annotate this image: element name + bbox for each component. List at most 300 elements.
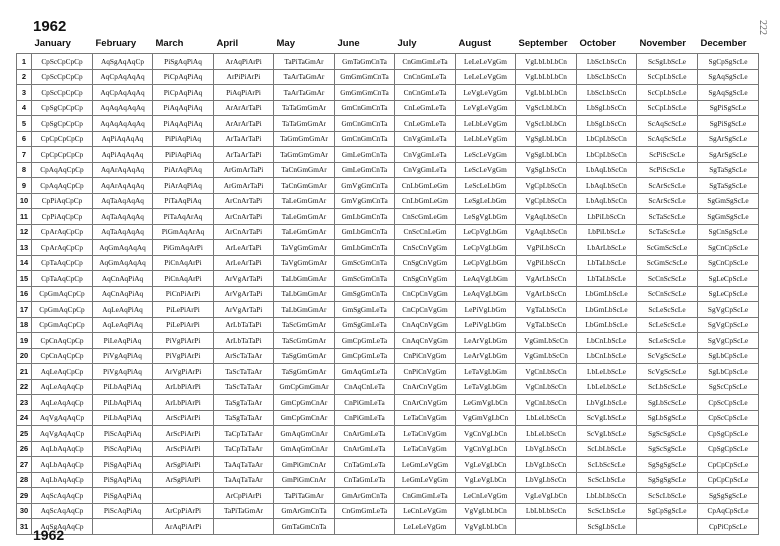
- table-cell: TaVgGmGmAr: [274, 240, 335, 256]
- day-number: 6: [17, 131, 32, 147]
- table-cell: PiLbAqPiAq: [93, 410, 153, 426]
- table-cell: CpScCpScLe: [698, 395, 759, 411]
- table-cell: ArArArTaPi: [214, 100, 274, 116]
- table-cell: AqLeAqAqCp: [32, 395, 93, 411]
- table-cell: VgGmLbScCn: [516, 333, 577, 349]
- table-cell: VgArLbScCn: [516, 286, 577, 302]
- table-cell: LbAqLbScCn: [577, 178, 637, 194]
- table-cell: TaLeGmGmAr: [274, 224, 335, 240]
- table-cell: CnAqCnVgGm: [395, 317, 456, 333]
- table-cell: LeCnLeVgGm: [395, 503, 456, 519]
- table-cell: TaSgGmGmAr: [274, 364, 335, 380]
- table-cell: CpPiAqCpCp: [32, 209, 93, 225]
- table-cell: SgScSgScLe: [637, 426, 698, 442]
- table-cell: GmCnGmCnTa: [335, 131, 395, 147]
- table-cell: AqScAqAqCp: [32, 503, 93, 519]
- table-cell: GmAqGmCnAr: [274, 426, 335, 442]
- day-number: 29: [17, 488, 32, 504]
- table-cell: ArSgPiArPi: [153, 457, 214, 473]
- table-cell: CnPiGmLeTa: [335, 410, 395, 426]
- table-cell: LbGmLbScLe: [577, 317, 637, 333]
- table-cell: AqPiAqAqAq: [93, 147, 153, 163]
- table-cell: ArLeArTaPi: [214, 255, 274, 271]
- table-cell: CnArCnVgGm: [395, 379, 456, 395]
- table-cell: AqGmAqAqAq: [93, 255, 153, 271]
- table-cell: TaPiTaGmAr: [274, 54, 335, 70]
- table-cell: CnGmGmLeTa: [335, 503, 395, 519]
- table-cell: TaVgGmGmAr: [274, 255, 335, 271]
- table-cell: TaSgTaTaAr: [214, 410, 274, 426]
- table-cell: LbScLbScCn: [577, 85, 637, 101]
- table-row: [17, 488, 759, 504]
- table-cell: LeGmLeVgGm: [395, 472, 456, 488]
- table-cell: CpPiCpScLe: [698, 519, 759, 535]
- day-number: 13: [17, 240, 32, 256]
- table-cell: VgSgLbScCn: [516, 162, 577, 178]
- table-cell: VgPiLbScCn: [516, 255, 577, 271]
- table-cell: [335, 519, 395, 535]
- table-cell: ArScPiArPi: [153, 410, 214, 426]
- table-cell: ArVgArTaPi: [214, 271, 274, 287]
- table-cell: TaGmGmGmAr: [274, 131, 335, 147]
- table-cell: CnCnGmLeTa: [395, 85, 456, 101]
- table-cell: PiLePiArPi: [153, 302, 214, 318]
- table-cell: TaCnGmGmAr: [274, 178, 335, 194]
- table-cell: CpScCpCpCp: [32, 54, 93, 70]
- table-cell: LeScLeVgGm: [456, 147, 516, 163]
- day-number: 19: [17, 333, 32, 349]
- table-cell: ScGmScScLe: [637, 255, 698, 271]
- table-row: [17, 178, 759, 194]
- month-header-may: May: [276, 37, 295, 49]
- table-cell: CpScCpCpCp: [32, 69, 93, 85]
- month-header-row: [17, 36, 759, 54]
- table-row: [17, 364, 759, 380]
- table-row: [17, 224, 759, 240]
- table-cell: TaArTaGmAr: [274, 85, 335, 101]
- table-cell: SgCpSgScLe: [698, 54, 759, 70]
- table-row: [17, 147, 759, 163]
- table-cell: ArArArTaPi: [214, 116, 274, 132]
- table-cell: GmTaGmCnTa: [274, 519, 335, 535]
- table-cell: AqArAqAqAq: [93, 178, 153, 194]
- table-cell: AqLeAqAqCp: [32, 379, 93, 395]
- table-cell: PiLbAqPiAq: [93, 395, 153, 411]
- month-header-november: November: [639, 37, 686, 49]
- table-cell: CpTaAqCpCp: [32, 271, 93, 287]
- table-cell: GmVgGmCnTa: [335, 193, 395, 209]
- table-cell: LbLeLbScLe: [577, 364, 637, 380]
- table-cell: PiScAqPiAq: [93, 503, 153, 519]
- table-row: [17, 348, 759, 364]
- table-cell: ArVgArTaPi: [214, 302, 274, 318]
- table-cell: CpGmAqCpCp: [32, 302, 93, 318]
- table-cell: TaCpTaTaAr: [214, 441, 274, 457]
- table-cell: CnScGmLeGm: [395, 209, 456, 225]
- table-row: [17, 302, 759, 318]
- table-cell: [153, 488, 214, 504]
- table-cell: VgAqLbScCn: [516, 209, 577, 225]
- table-cell: ScVgScScLe: [637, 348, 698, 364]
- table-cell: CnAqCnLeTa: [335, 379, 395, 395]
- day-number: 5: [17, 116, 32, 132]
- table-cell: CpAqAqCpCp: [32, 162, 93, 178]
- table-cell: GmLbGmCnTa: [335, 209, 395, 225]
- table-cell: CpSgCpCpCp: [32, 100, 93, 116]
- table-cell: VgTaLbScCn: [516, 317, 577, 333]
- table-cell: ArCnArTaPi: [214, 193, 274, 209]
- table-cell: PiScAqPiAq: [93, 426, 153, 442]
- table-cell: AqAqAqAqAq: [93, 100, 153, 116]
- table-cell: GmCpGmCnAr: [274, 410, 335, 426]
- table-cell: GmCpGmCnAr: [274, 395, 335, 411]
- table-cell: [516, 519, 577, 535]
- month-header-july: July: [397, 37, 417, 49]
- table-cell: SgVgCpScLe: [698, 317, 759, 333]
- table-cell: VgLeVgLbCn: [456, 472, 516, 488]
- year-heading-top: 1962: [33, 18, 67, 35]
- table-cell: VgScLbLbCn: [516, 116, 577, 132]
- table-cell: AqLeAqPiAq: [93, 317, 153, 333]
- table-cell: LbVgLbScCn: [516, 441, 577, 457]
- day-number: 26: [17, 441, 32, 457]
- table-cell: SgSgSgScLe: [698, 488, 759, 504]
- day-number: 18: [17, 317, 32, 333]
- table-cell: VgSgLbLbCn: [516, 147, 577, 163]
- table-cell: CpSgCpScLe: [698, 441, 759, 457]
- day-number: 23: [17, 395, 32, 411]
- day-number: 22: [17, 379, 32, 395]
- table-cell: TaCpTaTaAr: [214, 426, 274, 442]
- table-cell: LbLbLbScCn: [577, 488, 637, 504]
- table-cell: LeLeLeVgGm: [456, 54, 516, 70]
- table-cell: LeLeLeVgGm: [395, 519, 456, 535]
- table-row: [17, 379, 759, 395]
- day-number: 1: [17, 54, 32, 70]
- day-number: 4: [17, 100, 32, 116]
- table-cell: ArScPiArPi: [153, 441, 214, 457]
- table-cell: ScArScScLe: [637, 193, 698, 209]
- table-cell: AqCnAqPiAq: [93, 286, 153, 302]
- table-cell: VgLbLbLbCn: [516, 69, 577, 85]
- table-cell: CnPiGmLeTa: [335, 395, 395, 411]
- table-cell: CnPiCnVgGm: [395, 364, 456, 380]
- table-cell: TaCnGmGmAr: [274, 162, 335, 178]
- table-cell: TaLbGmGmAr: [274, 302, 335, 318]
- table-cell: AqVgAqAqCp: [32, 426, 93, 442]
- table-cell: VgArLbScCn: [516, 271, 577, 287]
- table-cell: PiVgAqPiAq: [93, 364, 153, 380]
- table-cell: PiVgPiArPi: [153, 333, 214, 349]
- table-cell: CpSgCpScLe: [698, 426, 759, 442]
- table-cell: ArLbTaTaPi: [214, 317, 274, 333]
- table-cell: PiPiAqPiAq: [153, 131, 214, 147]
- table-cell: PiAqAqPiAq: [153, 100, 214, 116]
- table-row: [17, 209, 759, 225]
- table-cell: TaScTaTaAr: [214, 364, 274, 380]
- table-cell: VgGmVgLbCn: [456, 410, 516, 426]
- table-cell: LbScLbScCn: [577, 69, 637, 85]
- table-cell: AqPiAqAqAq: [93, 131, 153, 147]
- table-cell: ArAqPiArPi: [214, 54, 274, 70]
- table-cell: ScAqScScLe: [637, 131, 698, 147]
- table-cell: GmLbGmCnTa: [335, 240, 395, 256]
- table-cell: AqArAqAqAq: [93, 162, 153, 178]
- table-cell: GmSgGmLeTa: [335, 317, 395, 333]
- table-cell: CnArGmLeTa: [335, 441, 395, 457]
- day-number: 10: [17, 193, 32, 209]
- table-cell: LeScLeLbGm: [456, 178, 516, 194]
- table-cell: PiVgAqPiAq: [93, 348, 153, 364]
- table-cell: SgLbCpScLe: [698, 364, 759, 380]
- table-cell: LeAqVgLbGm: [456, 286, 516, 302]
- table-cell: GmCnGmCnTa: [335, 100, 395, 116]
- table-cell: PiGmAqArPi: [153, 240, 214, 256]
- table-cell: SgAqSgScLe: [698, 69, 759, 85]
- table-cell: PiArAqPiAq: [153, 178, 214, 194]
- table-cell: CpAqAqCpCp: [32, 178, 93, 194]
- table-cell: PiSgAqPiAq: [93, 472, 153, 488]
- table-cell: CpArAqCpCp: [32, 224, 93, 240]
- table-cell: SgTaSgScLe: [698, 178, 759, 194]
- table-row: [17, 503, 759, 519]
- table-cell: LeTaVgLbGm: [456, 364, 516, 380]
- table-cell: LbScLbScCn: [577, 54, 637, 70]
- table-cell: AqVgAqAqCp: [32, 410, 93, 426]
- table-row: [17, 472, 759, 488]
- table-cell: LeVgLeVgGm: [456, 85, 516, 101]
- table-cell: LbPiLbScCn: [577, 209, 637, 225]
- table-cell: ScLbLbScLe: [577, 441, 637, 457]
- table-cell: LbVgLbScCn: [516, 472, 577, 488]
- table-cell: SgGmSgScLe: [698, 209, 759, 225]
- table-cell: ArAqPiArPi: [153, 519, 214, 535]
- table-cell: LeLbLeVgGm: [456, 131, 516, 147]
- table-cell: CnScCnLeGm: [395, 224, 456, 240]
- table-row: [17, 286, 759, 302]
- table-cell: CnCnGmLeTa: [395, 69, 456, 85]
- table-row: [17, 410, 759, 426]
- table-row: [17, 395, 759, 411]
- table-cell: CpCpCpScLe: [698, 457, 759, 473]
- table-cell: AqAqAqAqAq: [93, 116, 153, 132]
- table-cell: GmGmGmCnTa: [335, 85, 395, 101]
- table-cell: TaTaGmGmAr: [274, 100, 335, 116]
- table-cell: LeTaVgLbGm: [456, 379, 516, 395]
- table-cell: CnTaGmLeTa: [335, 472, 395, 488]
- table-cell: CpGmAqCpCp: [32, 286, 93, 302]
- table-cell: ScSgLbScLe: [577, 519, 637, 535]
- table-cell: ArLbPiArPi: [153, 379, 214, 395]
- table-cell: ArGmArTaPi: [214, 178, 274, 194]
- table-cell: VgLeVgLbCn: [456, 457, 516, 473]
- table-cell: CnSgCnVgGm: [395, 271, 456, 287]
- table-row: [17, 441, 759, 457]
- table-cell: TaPiTaGmAr: [214, 503, 274, 519]
- table-cell: LeCpVgLbGm: [456, 255, 516, 271]
- table-cell: VgAqLbScCn: [516, 224, 577, 240]
- table-cell: CpCnAqCpCp: [32, 348, 93, 364]
- table-cell: AqSgAqAqCp: [93, 54, 153, 70]
- table-cell: SgLeCpScLe: [698, 271, 759, 287]
- table-cell: CnGmGmLeTa: [395, 488, 456, 504]
- table-cell: VgLbLbLbCn: [516, 85, 577, 101]
- table-cell: VgCpLbScCn: [516, 178, 577, 194]
- table-cell: VgCnVgLbCn: [456, 441, 516, 457]
- table-cell: LbAqLbScCn: [577, 162, 637, 178]
- table-cell: AqScAqAqCp: [32, 488, 93, 504]
- year-heading-bottom: 1962: [33, 527, 65, 543]
- table-cell: CpGmAqCpCp: [32, 317, 93, 333]
- table-cell: SgGmSgScLe: [698, 193, 759, 209]
- table-cell: GmScGmCnTa: [335, 271, 395, 287]
- table-cell: GmPiGmCnAr: [274, 457, 335, 473]
- table-cell: CnLeGmLeTa: [395, 116, 456, 132]
- table-cell: VgPiLbScCn: [516, 240, 577, 256]
- table-cell: ScGmScScLe: [637, 240, 698, 256]
- table-cell: LeVgLeVgGm: [456, 100, 516, 116]
- table-row: [17, 116, 759, 132]
- ephemeris-table: [16, 36, 759, 535]
- table-cell: VgScLbLbCn: [516, 100, 577, 116]
- table-cell: VgLbLbLbCn: [516, 54, 577, 70]
- table-cell: CpArAqCpCp: [32, 240, 93, 256]
- table-cell: LbVgLbScCn: [516, 457, 577, 473]
- table-cell: CnCpCnVgGm: [395, 302, 456, 318]
- table-cell: LbTaLbScLe: [577, 271, 637, 287]
- table-cell: ArVgPiArPi: [153, 364, 214, 380]
- day-number: 9: [17, 178, 32, 194]
- table-cell: PiTaAqArAq: [153, 209, 214, 225]
- table-cell: LbTaLbScLe: [577, 255, 637, 271]
- table-cell: LbLeLbScCn: [516, 410, 577, 426]
- table-cell: PiSgAqPiAq: [93, 488, 153, 504]
- table-cell: SgVgCpScLe: [698, 302, 759, 318]
- month-header-march: March: [155, 37, 184, 49]
- table-cell: ArScTaTaAr: [214, 348, 274, 364]
- table-cell: TaScGmGmAr: [274, 333, 335, 349]
- table-cell: LbLeLbScLe: [577, 379, 637, 395]
- table-cell: GmCpGmGmAr: [274, 379, 335, 395]
- table-cell: LePiVgLbGm: [456, 317, 516, 333]
- table-cell: SgLbSgScLe: [637, 410, 698, 426]
- table-row: [17, 457, 759, 473]
- month-header-june: June: [337, 37, 360, 49]
- table-cell: SgCnCpScLe: [698, 255, 759, 271]
- table-row: [17, 162, 759, 178]
- day-number: 20: [17, 348, 32, 364]
- table-cell: CpCnAqCpCp: [32, 333, 93, 349]
- table-cell: PiScAqPiAq: [93, 441, 153, 457]
- table-cell: ScArScScLe: [637, 178, 698, 194]
- table-cell: ArTaArTaPi: [214, 147, 274, 163]
- table-cell: CpScCpScLe: [698, 410, 759, 426]
- table-cell: PiTaAqPiAq: [153, 193, 214, 209]
- table-cell: PiLePiArPi: [153, 317, 214, 333]
- table-row: [17, 519, 759, 535]
- table-cell: ScAqScScLe: [637, 116, 698, 132]
- table-cell: [637, 519, 698, 535]
- table-cell: ArVgArTaPi: [214, 286, 274, 302]
- table-cell: AqTaAqAqAq: [93, 209, 153, 225]
- table-cell: LbGmLbScLe: [577, 286, 637, 302]
- month-header-december: December: [700, 37, 747, 49]
- table-cell: LbCnLbScLe: [577, 333, 637, 349]
- table-row: [17, 426, 759, 442]
- table-cell: ScScLbScLe: [637, 488, 698, 504]
- day-number: 27: [17, 457, 32, 473]
- table-cell: AqLbAqAqCp: [32, 457, 93, 473]
- table-cell: AqLeAqCpCp: [32, 364, 93, 380]
- table-cell: LeArVgLbGm: [456, 333, 516, 349]
- table-cell: ScCpLbScLe: [637, 69, 698, 85]
- table-cell: ArGmArTaPi: [214, 162, 274, 178]
- table-cell: TaLeGmGmAr: [274, 209, 335, 225]
- table-cell: TaAqTaTaAr: [214, 457, 274, 473]
- day-number: 14: [17, 255, 32, 271]
- table-cell: LbLeLbScCn: [516, 426, 577, 442]
- table-row: [17, 69, 759, 85]
- month-header-september: September: [518, 37, 568, 49]
- day-number: 17: [17, 302, 32, 318]
- table-cell: ScTaScScLe: [637, 209, 698, 225]
- table-cell: VgCnLbScCn: [516, 379, 577, 395]
- table-cell: ArScPiArPi: [153, 426, 214, 442]
- table-cell: TaGmGmGmAr: [274, 147, 335, 163]
- table-row: [17, 240, 759, 256]
- month-header-january: January: [34, 37, 71, 49]
- table-row: [17, 317, 759, 333]
- table-cell: AqLbAqAqCp: [32, 441, 93, 457]
- table-cell: GmCpGmLeTa: [335, 348, 395, 364]
- table-cell: GmVgGmCnTa: [335, 178, 395, 194]
- table-cell: VgVgLbLbCn: [456, 519, 516, 535]
- table-cell: CnCpCnVgGm: [395, 286, 456, 302]
- table-cell: SgCnSgScLe: [698, 224, 759, 240]
- month-header-february: February: [95, 37, 137, 49]
- table-cell: GmAqGmLeTa: [335, 364, 395, 380]
- table-cell: ScCpLbScLe: [637, 100, 698, 116]
- table-cell: TaTaGmGmAr: [274, 116, 335, 132]
- table-cell: AqCpAqAqAq: [93, 69, 153, 85]
- table-cell: PiAqPiArPi: [214, 85, 274, 101]
- table-cell: PiVgPiArPi: [153, 348, 214, 364]
- table-cell: LeSgLeLbGm: [456, 193, 516, 209]
- table-cell: CpCpCpCpCp: [32, 131, 93, 147]
- table-row: [17, 333, 759, 349]
- table-cell: ScPiScScLe: [637, 162, 698, 178]
- table-cell: SgTaSgScLe: [698, 162, 759, 178]
- table-cell: LeCnLeVgGm: [456, 488, 516, 504]
- table-cell: TaLbGmGmAr: [274, 286, 335, 302]
- table-cell: GmArGmCnTa: [274, 503, 335, 519]
- table-cell: VgCpLbScCn: [516, 193, 577, 209]
- table-cell: [214, 519, 274, 535]
- table-cell: AqGmAqAqAq: [93, 240, 153, 256]
- table-cell: ArCnArTaPi: [214, 209, 274, 225]
- table-cell: ArSgPiArPi: [153, 472, 214, 488]
- table-cell: TaLeGmGmAr: [274, 193, 335, 209]
- table-row: [17, 255, 759, 271]
- table-cell: ArLbTaTaPi: [214, 333, 274, 349]
- table-cell: GmSgGmLeTa: [335, 302, 395, 318]
- table-cell: VgSgLbLbCn: [516, 131, 577, 147]
- table-cell: PiCpAqPiAq: [153, 85, 214, 101]
- table-cell: VgCnLbScCn: [516, 395, 577, 411]
- table-cell: LeCpVgLbGm: [456, 240, 516, 256]
- table-cell: GmAqGmCnAr: [274, 441, 335, 457]
- table-cell: CnPiCnVgGm: [395, 348, 456, 364]
